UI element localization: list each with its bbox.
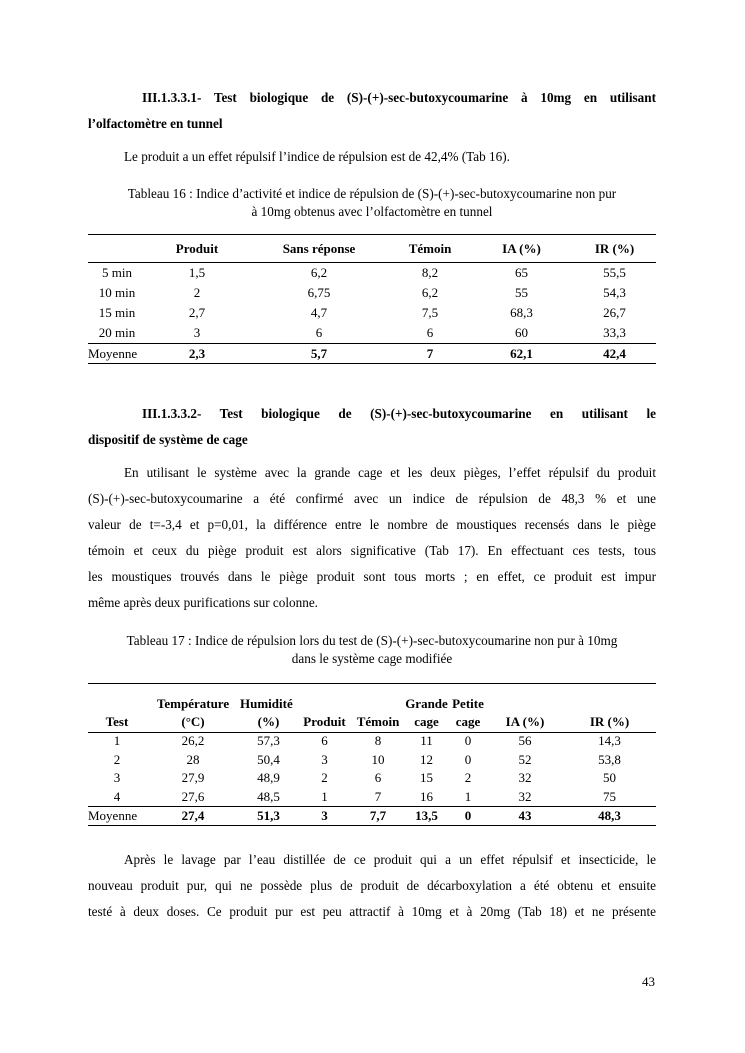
table-cell: 32 bbox=[518, 788, 532, 804]
table-cell: 13,5 bbox=[415, 808, 438, 823]
table17-bottom-rule bbox=[88, 825, 656, 826]
table-cell: 27,4 bbox=[181, 808, 205, 823]
table16-header-cell: IR (%) bbox=[594, 241, 635, 256]
table-cell: 50 bbox=[603, 770, 616, 786]
table16-header-cell: Produit bbox=[175, 241, 219, 256]
table-row bbox=[88, 751, 656, 770]
table-cell: 43 bbox=[518, 808, 532, 823]
table17-header-cell: Température bbox=[156, 696, 230, 711]
table16-header-row bbox=[88, 236, 656, 262]
table17-header-cell: Témoin bbox=[356, 714, 400, 729]
table-cell: 48,3 bbox=[598, 808, 621, 823]
table-cell: 6,2 bbox=[421, 285, 439, 300]
table-cell: 3 bbox=[193, 325, 201, 340]
table-cell: 55,5 bbox=[603, 265, 626, 280]
table16-header-cell: Témoin bbox=[408, 241, 452, 256]
table-cell: 50,4 bbox=[257, 751, 280, 767]
table-cell: 0 bbox=[464, 808, 472, 823]
section2-line: témoin et ceux du piège produit est alors significative (Tab 17). En effectuant ces tests, tous bbox=[88, 543, 656, 558]
table17-mean bbox=[88, 807, 656, 825]
table-cell: 4 bbox=[113, 788, 121, 804]
table-cell: 0 bbox=[464, 751, 472, 767]
table-cell: 65 bbox=[515, 265, 528, 280]
table-cell: 60 bbox=[515, 325, 528, 340]
table-mean-row bbox=[88, 344, 656, 363]
table-cell: 20 min bbox=[98, 325, 136, 340]
table16-mean bbox=[88, 344, 656, 363]
table-row bbox=[88, 303, 656, 323]
table-cell: 7 bbox=[374, 788, 382, 804]
table-cell: 6 bbox=[315, 325, 323, 340]
section2-line: les moustiques trouvés dans le piège produit sont tous morts ; en effet, ce produit est impur bbox=[88, 569, 656, 584]
section3-line: nouveau produit pur, qui ne possède plus de produit de décarboxylation a été obtenu et ensuite bbox=[88, 878, 656, 893]
table-cell: 4,7 bbox=[310, 305, 328, 320]
table-cell: 6 bbox=[426, 325, 434, 340]
table-cell: 1 bbox=[113, 733, 121, 749]
section3-line: Après le lavage par l’eau distillée de ce produit qui a un effet répulsif et insecticide, le bbox=[124, 852, 656, 867]
table17-top-rule bbox=[88, 683, 656, 684]
table-cell: 10 min bbox=[98, 285, 136, 300]
table-cell: 5 min bbox=[102, 265, 132, 280]
table16-header-cell bbox=[88, 236, 146, 262]
table-cell: 7,7 bbox=[369, 808, 387, 823]
table-cell: 7,5 bbox=[421, 305, 439, 320]
table-cell: 2,7 bbox=[188, 305, 206, 320]
table-row bbox=[88, 323, 656, 343]
table17-header-cell: cage bbox=[455, 714, 481, 729]
table17-header-cell: Test bbox=[105, 714, 129, 729]
table-cell: 12 bbox=[420, 751, 433, 767]
table-cell: 10 bbox=[371, 751, 385, 767]
table-cell: 2 bbox=[321, 770, 328, 786]
table-cell: Moyenne bbox=[88, 808, 138, 823]
table16-top-rule bbox=[88, 234, 656, 235]
table-cell: 16 bbox=[420, 788, 433, 804]
table17-header-cell: Humidité bbox=[240, 696, 293, 711]
table-cell: 28 bbox=[186, 751, 200, 767]
table-cell: 6,2 bbox=[310, 265, 328, 280]
table-cell: 2 bbox=[113, 751, 121, 767]
table-row bbox=[88, 732, 656, 751]
table-cell: 3 bbox=[321, 808, 328, 823]
table17-header-cell: (°C) bbox=[181, 714, 205, 729]
table-cell: 14,3 bbox=[598, 733, 621, 749]
table-cell: 8 bbox=[374, 733, 382, 749]
table-cell: Moyenne bbox=[88, 345, 138, 361]
table-cell: 68,3 bbox=[510, 305, 533, 320]
table-cell: 51,3 bbox=[257, 808, 280, 823]
section2-line: même après deux purifications sur colonne. bbox=[88, 595, 318, 610]
table17-header-cell: IR (%) bbox=[589, 714, 630, 729]
table16-bottom-rule bbox=[88, 363, 656, 364]
table-row bbox=[88, 769, 656, 788]
table-cell: 27,6 bbox=[181, 788, 205, 804]
table17-header-cell bbox=[563, 695, 656, 713]
table-cell: 6,75 bbox=[307, 285, 331, 300]
table-cell: 32 bbox=[518, 770, 532, 786]
section-heading-2b: dispositif de système de cage bbox=[88, 432, 248, 447]
table-cell: 26,2 bbox=[181, 733, 205, 749]
section1-paragraph: Le produit a un effet répulsif l’indice de répulsion est de 42,4% (Tab 16). bbox=[124, 149, 510, 164]
table-cell: 54,3 bbox=[603, 285, 626, 300]
table-cell: 8,2 bbox=[421, 265, 439, 280]
table-cell: 1 bbox=[464, 788, 472, 804]
table-cell: 15 bbox=[420, 770, 433, 786]
table-cell: 1 bbox=[321, 788, 328, 804]
section-heading-1b: l’olfactomètre en tunnel bbox=[88, 116, 223, 131]
page-number: 43 bbox=[642, 974, 655, 989]
table17-caption-1: Tableau 17 : Indice de répulsion lors du test de (S)-(+)-sec-butoxycoumarine non pur à 10mg bbox=[126, 633, 618, 648]
table17-header-cell: IA (%) bbox=[505, 714, 545, 729]
table17-header-cell: Produit bbox=[303, 714, 346, 729]
table-cell: 6 bbox=[321, 733, 328, 749]
table16-header-cell: Sans réponse bbox=[282, 241, 356, 256]
table-cell: 11 bbox=[420, 733, 433, 749]
table17-header-cell bbox=[352, 695, 404, 713]
table-cell: 2 bbox=[193, 285, 201, 300]
table-cell: 2 bbox=[464, 770, 472, 786]
table-cell: 33,3 bbox=[603, 325, 626, 340]
table-cell: 48,9 bbox=[257, 770, 280, 786]
table17-header-cell bbox=[297, 695, 352, 713]
table-cell: 42,4 bbox=[603, 345, 626, 361]
table17-header-cell: cage bbox=[414, 714, 439, 729]
table-cell: 53,8 bbox=[598, 751, 621, 767]
table-cell: 7 bbox=[426, 345, 434, 361]
table16 bbox=[88, 236, 656, 262]
table17-header-row-bottom bbox=[88, 713, 656, 731]
table16-header-cell: IA (%) bbox=[502, 241, 541, 256]
table17-header-cell: (%) bbox=[257, 714, 280, 729]
section2-line: En utilisant le système avec la grande cage et les deux pièges, l’effet répulsif du produit bbox=[124, 465, 656, 480]
table-cell: 3 bbox=[113, 770, 121, 786]
table-cell: 0 bbox=[464, 733, 472, 749]
section2-line: (S)-(+)-sec-butoxycoumarine a été confirmé avec un indice de répulsion de 48,3 % et une bbox=[88, 491, 656, 506]
table17-header bbox=[88, 695, 656, 731]
table-cell: 2,3 bbox=[188, 345, 206, 361]
table16-body bbox=[88, 263, 656, 343]
table-cell: 6 bbox=[374, 770, 382, 786]
table-cell: 3 bbox=[321, 751, 328, 767]
table-cell: 26,7 bbox=[603, 305, 626, 320]
table-cell: 48,5 bbox=[257, 788, 280, 804]
table-cell: 27,9 bbox=[181, 770, 205, 786]
table-cell: 1,5 bbox=[188, 265, 206, 280]
table-cell: 55 bbox=[515, 285, 528, 300]
table-cell: 75 bbox=[603, 788, 616, 804]
table-cell: 5,7 bbox=[310, 345, 328, 361]
section-heading-1a: III.1.3.3.1- Test biologique de (S)-(+)-sec-butoxycoumarine à 10mg en utilisant bbox=[142, 90, 656, 105]
table-mean-row bbox=[88, 807, 656, 825]
table17-header-row-top bbox=[88, 695, 656, 713]
table17-header-cell bbox=[88, 695, 146, 713]
table16-caption-2: à 10mg obtenus avec l’olfactomètre en tunnel bbox=[251, 204, 493, 219]
table17-caption-2: dans le système cage modifiée bbox=[291, 651, 453, 666]
table-row bbox=[88, 263, 656, 283]
table17-header-cell: Grande bbox=[405, 696, 448, 711]
table16-caption-1: Tableau 16 : Indice d’activité et indice de répulsion de (S)-(+)-sec-butoxycoumarine non pur bbox=[127, 186, 617, 201]
table17-header-cell: Petite bbox=[452, 696, 484, 711]
table17-header-cell bbox=[487, 695, 563, 713]
section2-line: valeur de t=-3,4 et p=0,01, la différence entre le nombre de moustiques recensés dans le piège bbox=[88, 517, 656, 532]
table17-body bbox=[88, 732, 656, 806]
section-heading-2a: III.1.3.3.2- Test biologique de (S)-(+)-sec-butoxycoumarine en utilisant le bbox=[142, 406, 656, 421]
table-cell: 56 bbox=[518, 733, 532, 749]
table-cell: 15 min bbox=[98, 305, 136, 320]
table-cell: 62,1 bbox=[510, 345, 533, 361]
section3-line: testé à deux doses. Ce produit pur est peu attractif à 10mg et à 20mg (Tab 18) et ne présente bbox=[88, 904, 656, 919]
table-cell: 52 bbox=[518, 751, 532, 767]
table-row bbox=[88, 283, 656, 303]
table-cell: 57,3 bbox=[257, 733, 280, 749]
table-row bbox=[88, 788, 656, 807]
